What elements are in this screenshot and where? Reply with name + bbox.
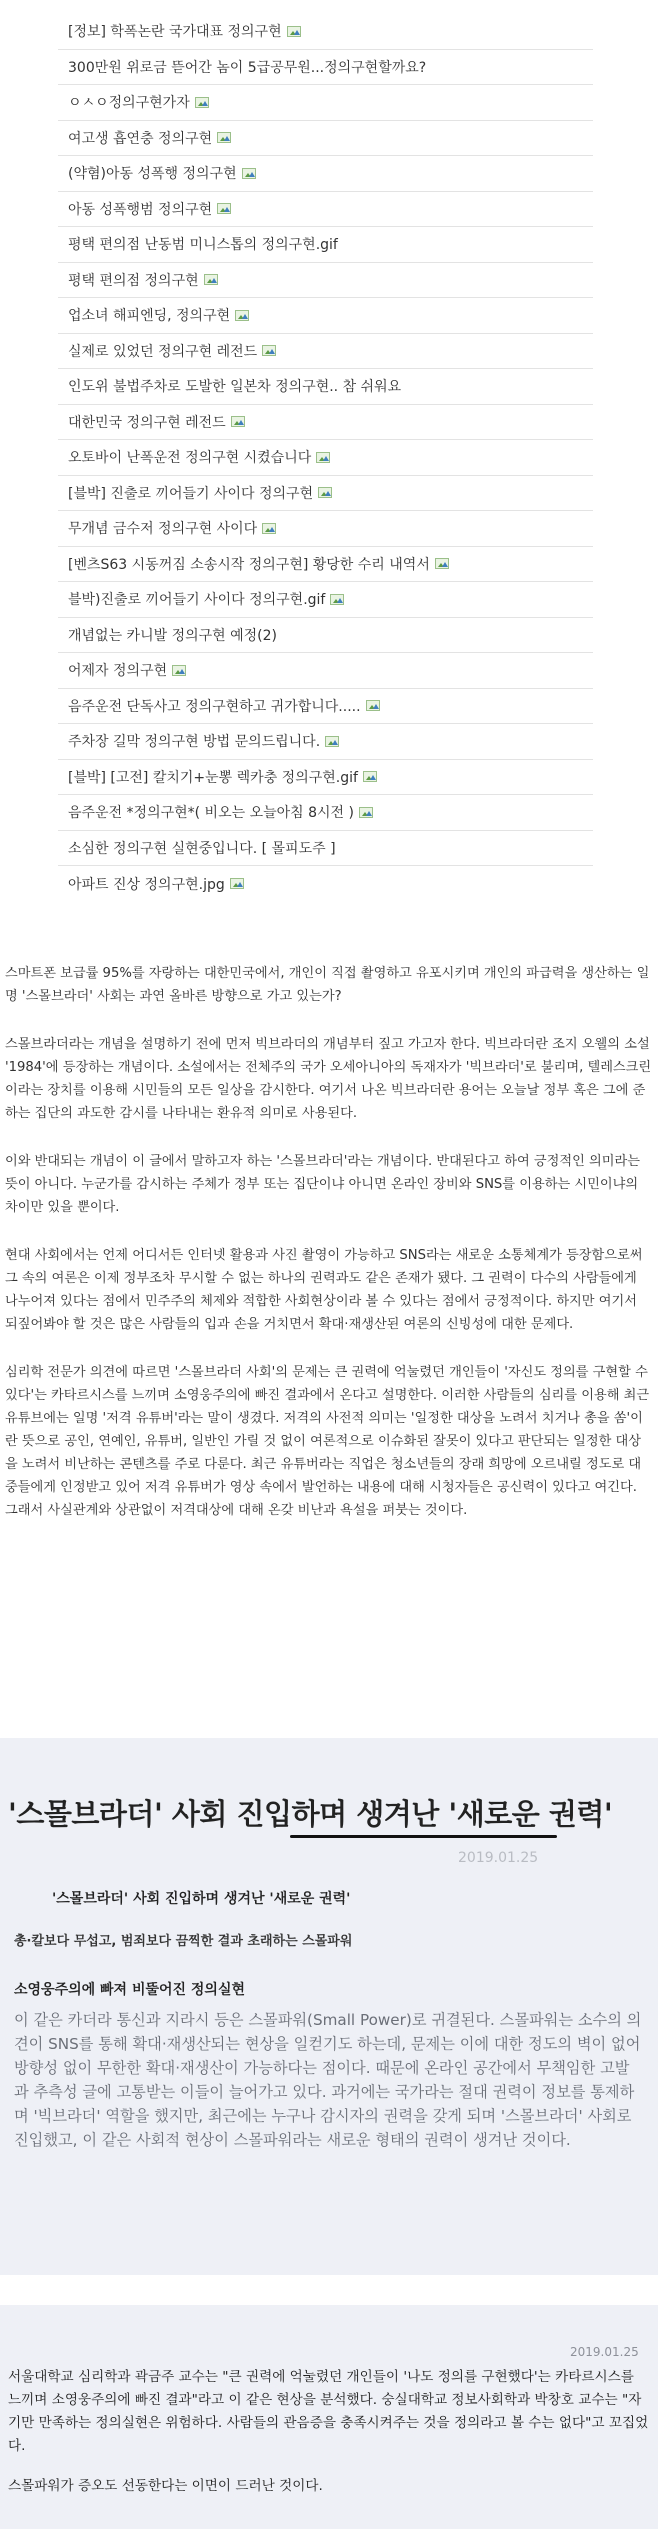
article-paragraph: 현대 사회에서는 언제 어디서든 인터넷 활용과 사진 촬영이 가능하고 SNS라는 새로운 소통체계가 등장함으로써 그 속의 여론은 이제 정부조차 무시할 수 없는 하나의 권력과도 같은 존재가 됐다. 그 권력이 다수의 사람들에게 나누어져 있다는 점에서 민주주의 체제와 적합한 사회현상이라 볼 수 있다는 점에서 긍정적이다. 하지만 여기서 되짚어봐야 할 것은 많은 사람들의 입과 손을 거치면서 확대·재생산된 여론의 신빙성에 대한 문제다. bbox=[5, 1248, 643, 1332]
news-date: 2019.01.25 bbox=[458, 1850, 539, 1866]
post-title-link[interactable]: 음주운전 *정의구현*( 비오는 오늘아침 8시전 ) bbox=[68, 805, 354, 822]
post-title-item[interactable] bbox=[58, 724, 593, 760]
image-attachment-icon bbox=[217, 132, 231, 143]
post-title-link[interactable]: 300만원 위로금 뜯어간 놈이 5급공무원...정의구현할까요? bbox=[68, 59, 427, 76]
news-body-text bbox=[8, 2366, 650, 2515]
post-title-link[interactable]: 평택 편의점 난동범 미니스톱의 정의구현.gif bbox=[68, 237, 338, 254]
post-title-link[interactable]: [정보] 학폭논란 국가대표 정의구현 bbox=[68, 24, 282, 41]
post-title-link[interactable]: 업소녀 해피엔딩, 정의구현 bbox=[68, 308, 231, 325]
image-attachment-icon bbox=[217, 203, 231, 214]
headline-underline bbox=[290, 1835, 557, 1838]
image-attachment-icon bbox=[366, 700, 380, 711]
news-deck: 총·칼보다 무섭고, 범죄보다 끔찍한 결과 초래하는 스몰파워 bbox=[14, 1934, 353, 1949]
post-title-item[interactable] bbox=[58, 85, 593, 121]
image-attachment-icon bbox=[316, 452, 330, 463]
post-title-link[interactable]: 무개념 금수저 정의구현 사이다 bbox=[68, 521, 258, 538]
post-title-item[interactable] bbox=[58, 227, 593, 263]
image-attachment-icon bbox=[330, 594, 344, 605]
post-title-item[interactable] bbox=[58, 121, 593, 157]
post-title-item[interactable] bbox=[58, 263, 593, 299]
post-title-item[interactable] bbox=[58, 618, 593, 654]
image-attachment-icon bbox=[435, 558, 449, 569]
image-attachment-icon bbox=[318, 487, 332, 498]
post-title-item[interactable] bbox=[58, 795, 593, 831]
image-attachment-icon bbox=[325, 736, 339, 747]
image-attachment-icon bbox=[359, 807, 373, 818]
post-title-item[interactable] bbox=[58, 866, 593, 902]
image-attachment-icon bbox=[204, 274, 218, 285]
post-title-item[interactable] bbox=[58, 582, 593, 618]
news-body-text: 이 같은 카더라 통신과 지라시 등은 스몰파워(Small Power)로 귀결된다. 스몰파워는 소수의 의견이 SNS를 통해 확대·재생산되는 현상을 일컫기도 하는데, 문제는 이에 대한 정도의 벽이 없어 방향성 없이 무한한 확대·재생산이 가능하다는 점이다. 때문에 온라인 공간에서 무책임한 고발과 추측성 글에 고통받는 이들이 늘어가고 있다. 과거에는 국가라는 절대 권력이 정보를 통제하며 '빅브라더' 역할을 했지만, 최근에는 누구나 감시자의 권력을 갖게 되며 '스몰브라더' 사회로 진입했고, 이 같은 사회적 현상이 스몰파워라는 새로운 형태의 권력이 생겨난 것이다. bbox=[14, 2011, 642, 2149]
post-title-link[interactable]: 평택 편의점 정의구현 bbox=[68, 272, 199, 289]
post-title-item[interactable] bbox=[58, 405, 593, 441]
post-title-link[interactable]: 대한민국 정의구현 레전드 bbox=[68, 414, 226, 431]
news-paragraph: 서울대학교 심리학과 곽금주 교수는 "큰 권력에 억눌렸던 개인들이 '나도 정의를 구현했다'는 카타르시스를 느끼며 소영웅주의에 빠진 결과"라고 이 같은 현상을 분석했다. 숭실대학교 정보사회학과 박창호 교수는 "자기만 만족하는 정의실현은 위험하다. 사람들의 관음증을 충족시켜주는 것을 정의라고 볼 수는 없다"고 꼬집었다. bbox=[8, 2369, 649, 2454]
post-title-link[interactable]: 소심한 정의구현 실현중입니다. [ 몰피도주 ] bbox=[68, 840, 336, 857]
post-title-item[interactable] bbox=[58, 298, 593, 334]
post-title-item[interactable] bbox=[58, 156, 593, 192]
news-sub-headline: '스몰브라더' 사회 진입하며 생겨난 '새로운 권력' bbox=[52, 1891, 351, 1907]
post-title-link[interactable]: 아파트 진상 정의구현.jpg bbox=[68, 876, 225, 893]
post-title-link[interactable]: 아동 성폭행범 정의구현 bbox=[68, 201, 213, 218]
post-title-item[interactable] bbox=[58, 14, 593, 50]
article-paragraph: 스몰브라더라는 개념을 설명하기 전에 먼저 빅브라더의 개념부터 짚고 가고자 한다. 빅브라더란 조지 오웰의 소설 '1984'에 등장하는 개념이다. 소설에서는 전체주의 국가 오세아니아의 독재자가 '빅브라더'로 불리며, 텔레스크린이라는 장치를 이용해 시민들의 모든 일상을 감시한다. 여기서 나온 빅브라더란 용어는 오늘날 정부 혹은 그에 준하는 집단의 과도한 감시를 나타내는 환유적 의미로 사용된다. bbox=[5, 1037, 652, 1121]
post-title-link[interactable]: 어제자 정의구현 bbox=[68, 663, 168, 680]
image-attachment-icon bbox=[195, 97, 209, 108]
post-title-link[interactable]: 인도위 불법주차로 도발한 일본차 정의구현.. 참 쉬워요 bbox=[68, 379, 402, 396]
post-title-list bbox=[58, 14, 593, 902]
image-attachment-icon bbox=[262, 523, 276, 534]
post-title-link[interactable]: 오토바이 난폭운전 정의구현 시켰습니다 bbox=[68, 450, 312, 467]
post-title-link[interactable]: 실제로 있었던 정의구현 레전드 bbox=[68, 343, 258, 360]
image-attachment-icon bbox=[231, 416, 245, 427]
post-title-link[interactable]: 음주운전 단독사고 정의구현하고 귀가합니다..... bbox=[68, 698, 361, 715]
image-attachment-icon bbox=[262, 345, 276, 356]
image-attachment-icon bbox=[172, 665, 186, 676]
image-attachment-icon bbox=[287, 26, 301, 37]
image-attachment-icon bbox=[363, 771, 377, 782]
post-title-link[interactable]: [벤츠S63 시동꺼짐 소송시작 정의구현] 황당한 수리 내역서 bbox=[68, 556, 430, 573]
news-paragraph: 스몰파워가 증오도 선동한다는 이면이 드러난 것이다. bbox=[8, 2478, 323, 2494]
post-title-item[interactable] bbox=[58, 653, 593, 689]
post-title-item[interactable] bbox=[58, 511, 593, 547]
post-title-link[interactable]: [블박] [고전] 칼치기+눈뽕 렉카충 정의구현.gif bbox=[68, 769, 358, 786]
article-paragraph: 심리학 전문가 의견에 따르면 '스몰브라더 사회'의 문제는 큰 권력에 억눌렸던 개인들이 '자신도 정의를 구현할 수 있다'는 카타르시스를 느끼며 소영웅주의에 빠진 결과에서 온다고 설명한다. 이러한 사람들의 심리를 이용해 최근 유튜브에는 일명 '저격 유튜버'라는 말이 생겼다. 저격의 사전적 의미는 '일정한 대상을 노려서 치거나 총을 쏨'이란 뜻으로 공인, 연예인, 유튜버, 일반인 가릴 것 없이 여론적으로 이슈화된 잘못이 있다고 판단되는 일정한 대상을 노려서 비난하는 콘텐츠를 주로 다룬다. 최근 유튜버라는 직업은 청소년들의 장래 희망에 오르내릴 정도로 대중들에게 인정받고 있어 저격 유튜버가 영상 속에서 발언하는 내용에 대해 시청자들은 공신력이 있다고 여긴다. 그래서 사실관계와 상관없이 저격대상에 대해 온갖 비난과 욕설을 퍼붓는 것이다. bbox=[5, 1365, 650, 1518]
post-title-item[interactable] bbox=[58, 831, 593, 867]
post-title-item[interactable] bbox=[58, 50, 593, 86]
post-title-link[interactable]: [블박] 진출로 끼어들기 사이다 정의구현 bbox=[68, 485, 314, 502]
post-title-link[interactable]: (약혐)아동 성폭행 정의구현 bbox=[68, 166, 237, 183]
post-title-item[interactable] bbox=[58, 334, 593, 370]
post-title-item[interactable] bbox=[58, 760, 593, 796]
post-title-link[interactable]: 주차장 길막 정의구현 방법 문의드립니다. bbox=[68, 734, 321, 751]
post-title-item[interactable] bbox=[58, 476, 593, 512]
post-title-item[interactable] bbox=[58, 547, 593, 583]
article-paragraph: 스마트폰 보급률 95%를 자랑하는 대한민국에서, 개인이 직접 촬영하고 유포시키며 개인의 파급력을 생산하는 일명 '스몰브라더' 사회는 과연 올바른 방향으로 가고 있는가? bbox=[5, 966, 650, 1004]
news-section-title: 소영웅주의에 빠져 비뚤어진 정의실현 bbox=[14, 1982, 246, 1998]
post-title-item[interactable] bbox=[58, 689, 593, 725]
post-title-item[interactable] bbox=[58, 192, 593, 228]
post-title-link[interactable]: ㅇㅅㅇ정의구현가자 bbox=[68, 95, 190, 112]
article-body bbox=[5, 962, 653, 1547]
image-attachment-icon bbox=[230, 878, 244, 889]
post-title-link[interactable]: 블박)진출로 끼어들기 사이다 정의구현.gif bbox=[68, 592, 326, 609]
news-screenshot-panel-1 bbox=[0, 1738, 658, 2275]
post-title-item[interactable] bbox=[58, 440, 593, 476]
post-title-link[interactable]: 개념없는 카니발 정의구현 예정(2) bbox=[68, 627, 277, 644]
news-date: 2019.01.25 bbox=[570, 2345, 639, 2359]
post-title-link[interactable]: 여고생 흡연충 정의구현 bbox=[68, 130, 213, 147]
post-title-item[interactable] bbox=[58, 369, 593, 405]
news-headline: '스몰브라더' 사회 진입하며 생겨난 '새로운 권력' bbox=[8, 1797, 613, 1831]
news-screenshot-panel-2 bbox=[0, 2305, 658, 2529]
article-paragraph: 이와 반대되는 개념이 이 글에서 말하고자 하는 '스몰브라더'라는 개념이다. 반대된다고 하여 긍정적인 의미라는 뜻이 아니다. 누군가를 감시하는 주체가 정부 또는 집단이냐 아니면 온라인 장비와 SNS를 이용하는 시민이냐의 차이만 있을 뿐이다. bbox=[5, 1154, 641, 1215]
image-attachment-icon bbox=[235, 310, 249, 321]
image-attachment-icon bbox=[242, 168, 256, 179]
